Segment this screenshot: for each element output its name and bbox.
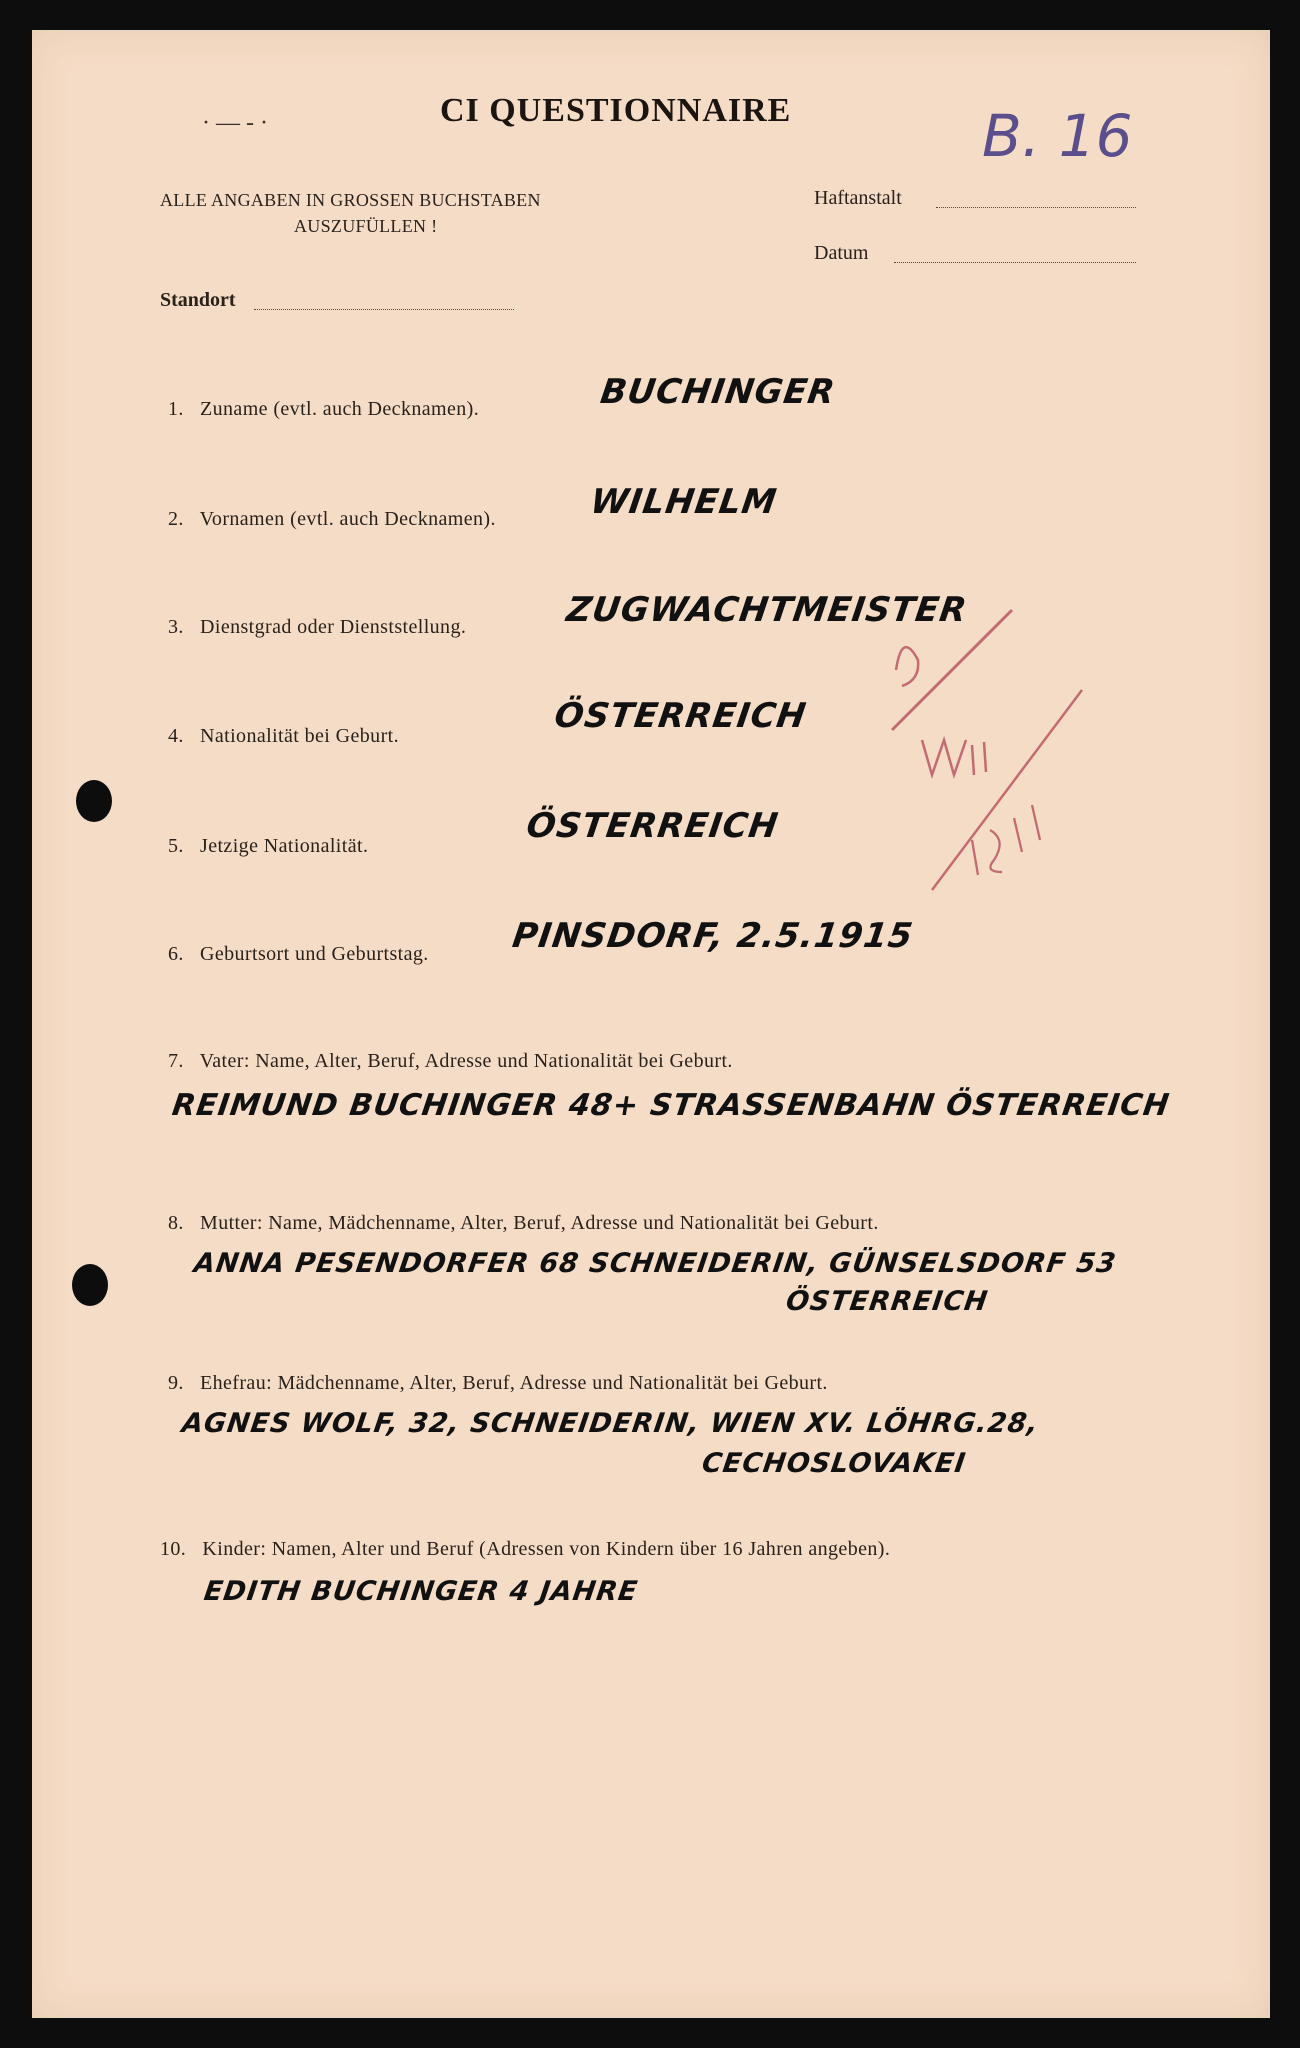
answer-5: ÖSTERREICH [524, 806, 782, 846]
question-4: 4. Nationalität bei Geburt. [168, 725, 400, 747]
datum-line[interactable] [894, 262, 1136, 263]
punch-hole-top [76, 780, 112, 822]
question-2: 2. Vornamen (evtl. auch Decknamen). [168, 508, 496, 530]
answer-4: ÖSTERREICH [552, 696, 810, 736]
question-7: 7. Vater: Name, Alter, Beruf, Adresse und Nationalität bei Geburt. [168, 1050, 733, 1072]
answer-1: BUCHINGER [598, 372, 838, 412]
questionnaire-sheet [32, 30, 1270, 2018]
standort-line[interactable] [254, 309, 514, 310]
answer-8-line-2: ÖSTERREICH [784, 1286, 991, 1317]
question-8: 8. Mutter: Name, Mädchenname, Alter, Beruf, Adresse und Nationalität bei Geburt. [168, 1212, 879, 1234]
standort-label: Standort [160, 289, 236, 311]
answer-7: REIMUND BUCHINGER 48+ STRASSENBAHN ÖSTERREICH [170, 1088, 1172, 1123]
haftanstalt-line[interactable] [936, 207, 1136, 208]
question-9: 9. Ehefrau: Mädchenname, Alter, Beruf, Adresse und Nationalität bei Geburt. [168, 1372, 828, 1394]
question-1: 1. Zuname (evtl. auch Decknamen). [168, 398, 480, 420]
question-6: 6. Geburtsort und Geburtstag. [168, 943, 429, 965]
answer-3: ZUGWACHTMEISTER [564, 590, 970, 630]
answer-10: EDITH BUCHINGER 4 JAHRE [202, 1576, 640, 1607]
question-3: 3. Dienstgrad oder Dienststellung. [168, 616, 467, 638]
instruction-line-1: ALLE ANGABEN IN GROSSEN BUCHSTABEN [160, 190, 541, 210]
instruction-line-2: AUSZUFÜLLEN ! [294, 216, 438, 236]
answer-9: AGNES WOLF, 32, SCHNEIDERIN, WIEN XV. LÖHRG.28, [180, 1408, 1041, 1439]
answer-8: ANNA PESENDORFER 68 SCHNEIDERIN, GÜNSELSDORF 53 [192, 1248, 1119, 1279]
datum-label: Datum [814, 242, 869, 264]
question-5: 5. Jetzige Nationalität. [168, 835, 369, 857]
page-title: CI QUESTIONNAIRE [440, 92, 792, 129]
file-mark: B. 16 [982, 102, 1133, 170]
question-10: 10. Kinder: Namen, Alter und Beruf (Adressen von Kindern über 16 Jahren angeben). [160, 1538, 891, 1560]
corner-tick: · — - · [202, 110, 268, 136]
answer-6: PINSDORF, 2.5.1915 [510, 916, 916, 956]
punch-hole-bottom [72, 1264, 108, 1306]
answer-9-line-2: CECHOSLOVAKEI [700, 1448, 969, 1479]
red-pencil-annotation [872, 590, 1132, 920]
answer-2: WILHELM [588, 482, 780, 522]
haftanstalt-label: Haftanstalt [814, 187, 902, 209]
